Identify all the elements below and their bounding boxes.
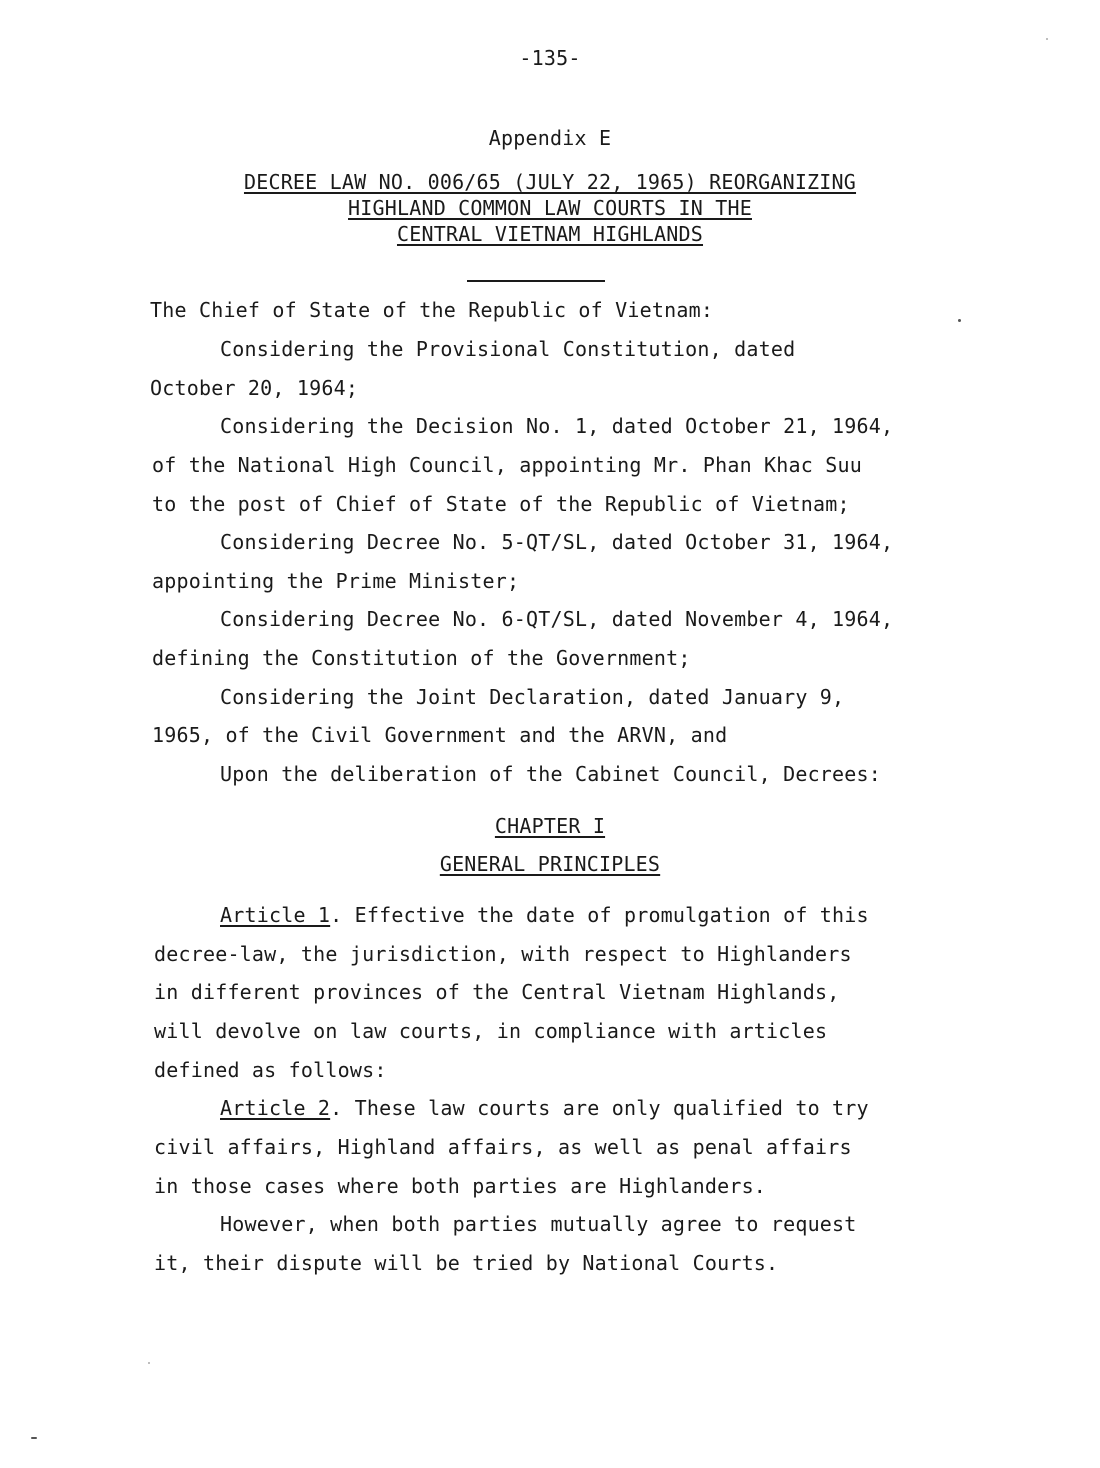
considering-joint-declaration-line-1: Considering the Joint Declaration, dated January 9, — [220, 685, 845, 709]
scan-speck — [148, 1362, 150, 1364]
preamble-opening: The Chief of State of the Republic of Vietnam: — [150, 298, 714, 322]
article-1-line-5: defined as follows: — [154, 1058, 387, 1082]
considering-decision-line-1: Considering the Decision No. 1, dated October 21, 1964, — [220, 414, 894, 438]
considering-decree6-line-1: Considering Decree No. 6-QT/SL, dated November 4, 1964, — [220, 607, 894, 631]
article-1-line-1: Article 1. Effective the date of promulgation of this — [220, 903, 869, 927]
decree-title-line-2: HIGHLAND COMMON LAW COURTS IN THE — [348, 196, 752, 220]
article-2-line-3: in those cases where both parties are Highlanders. — [154, 1174, 767, 1198]
article-1-line-3: in different provinces of the Central Vietnam Highlands, — [154, 980, 840, 1004]
decree-title-line-1: DECREE LAW NO. 006/65 (JULY 22, 1965) REORGANIZING — [243, 170, 857, 194]
considering-decision-line-3: to the post of Chief of State of the Republic of Vietnam; — [152, 492, 850, 516]
page-number: -135- — [519, 46, 581, 70]
appendix-label: Appendix E — [488, 126, 612, 150]
chapter-label: CHAPTER I — [494, 814, 606, 838]
considering-decree5-line-1: Considering Decree No. 5-QT/SL, dated October 31, 1964, — [220, 530, 894, 554]
considering-decision-line-2: of the National High Council, appointing Mr. Phan Khac Suu — [152, 453, 862, 477]
considering-joint-declaration-line-2: 1965, of the Civil Government and the ARVN, and — [152, 723, 728, 747]
article-2-line-2: civil affairs, Highland affairs, as well as penal affairs — [154, 1135, 852, 1159]
considering-constitution-line-2: October 20, 1964; — [150, 376, 359, 400]
article-1-line-4: will devolve on law courts, in compliance with articles — [154, 1019, 828, 1043]
scan-speck — [1046, 38, 1048, 40]
deliberation-line: Upon the deliberation of the Cabinet Council, Decrees: — [220, 762, 882, 786]
article-2-line-1: Article 2. These law courts are only qualified to try — [220, 1096, 869, 1120]
article-2-paragraph-2-line-2: it, their dispute will be tried by National Courts. — [154, 1251, 779, 1275]
considering-decree5-line-2: appointing the Prime Minister; — [152, 569, 520, 593]
article-2-label: Article 2 — [220, 1096, 331, 1120]
scan-speck — [31, 1437, 37, 1439]
article-1-line-2: decree-law, the jurisdiction, with respect to Highlanders — [154, 942, 852, 966]
separator-rule — [467, 280, 605, 282]
article-2-paragraph-2-line-1: However, when both parties mutually agree to request — [220, 1212, 857, 1236]
article-1-label: Article 1 — [220, 903, 331, 927]
chapter-title: GENERAL PRINCIPLES — [439, 852, 661, 876]
scan-speck — [958, 319, 961, 322]
considering-decree6-line-2: defining the Constitution of the Government; — [152, 646, 691, 670]
decree-title-line-3: CENTRAL VIETNAM HIGHLANDS — [396, 222, 704, 246]
considering-constitution-line-1: Considering the Provisional Constitution, dated — [220, 337, 796, 361]
